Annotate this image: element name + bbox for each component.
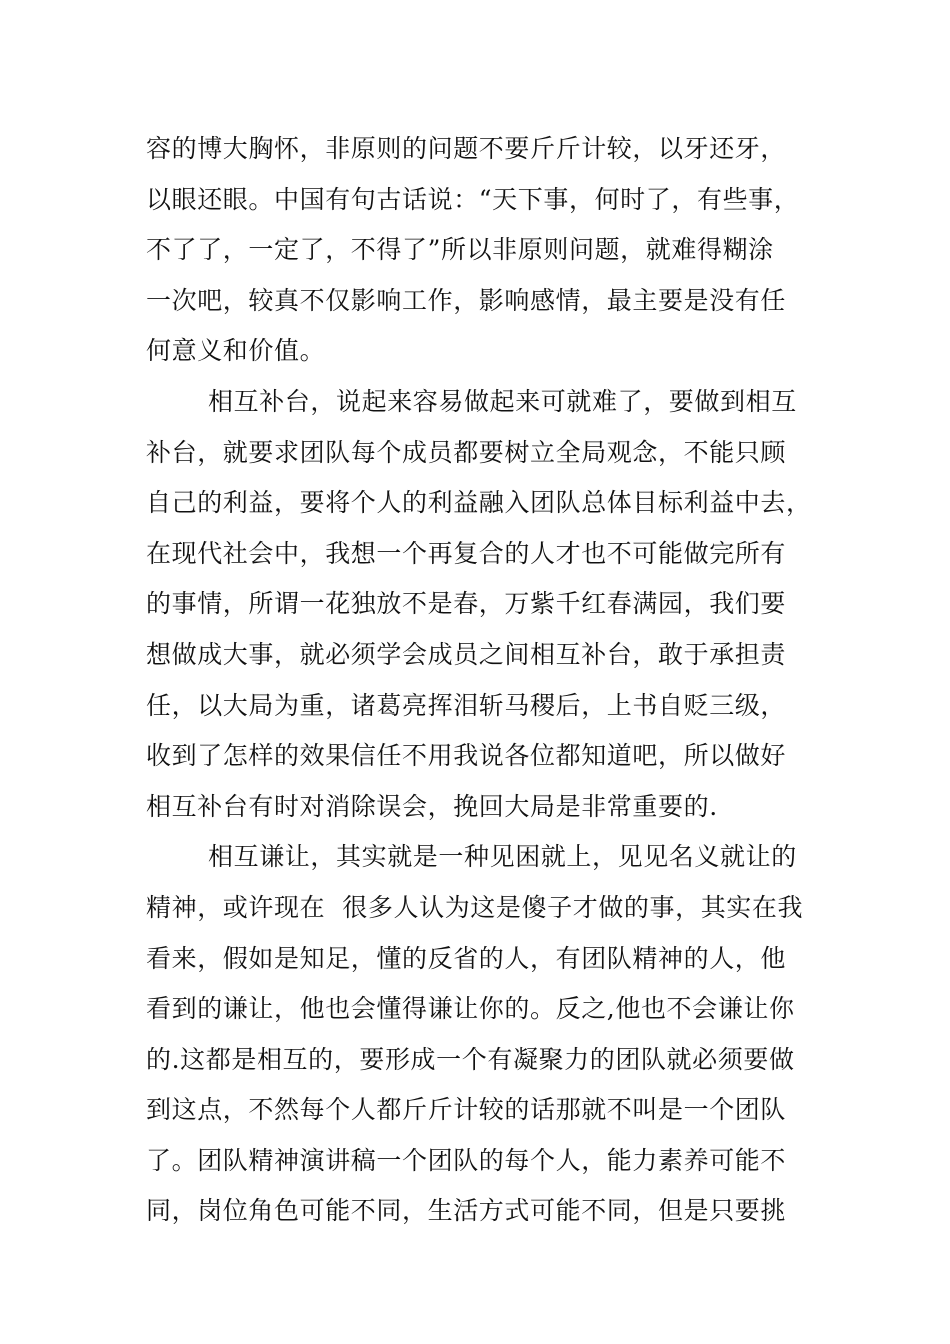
text-line: 补台，就要求团队每个成员都要树立全局观念，不能只顾 — [146, 437, 787, 467]
text-line: 到这点，不然每个人都斤斤计较的话那就不叫是一个团队 — [146, 1095, 787, 1125]
text-line: 的事情，所谓一花独放不是春，万紫千红春满园，我们要 — [146, 589, 787, 619]
text-line: 一次吧，较真不仅影响工作，影响感情，最主要是没有任 — [146, 285, 787, 315]
text-line: 收到了怎样的效果信任不用我说各位都知道吧，所以做好 — [146, 741, 787, 771]
text-line: 以眼还眼。中国有句古话说：“天下事，何时了，有些事， — [146, 184, 800, 214]
text-line: 看来，假如是知足，懂的反省的人，有团队精神的人，他 — [146, 943, 787, 973]
text-line: 的.这都是相互的，要形成一个有凝聚力的团队就必须要做 — [146, 1044, 795, 1074]
paragraph-3 — [146, 832, 806, 1237]
text-line: 想做成大事，就必须学会成员之间相互补台，敢于承担责 — [146, 639, 787, 669]
text-line: 相互补台，说起来容易做起来可就难了，要做到相互 — [208, 386, 797, 416]
text-line: 自己的利益，要将个人的利益融入团队总体目标利益中去， — [146, 488, 812, 518]
text-line: 看到的谦让，他也会懂得谦让你的。反之,他也不会谦让你 — [146, 994, 795, 1024]
text-line: 容的博大胸怀，非原则的问题不要斤斤计较，以牙还牙， — [146, 134, 787, 163]
text-line: 不了了，一定了，不得了”所以非原则问题，就难得糊涂 — [146, 235, 774, 265]
text-line: 何意义和价值。 — [146, 336, 326, 366]
text-line: 在现代社会中，我想一个再复合的人才也不可能做完所有 — [146, 538, 787, 568]
text-line: 精神，或许现在 很多人认为这是傻子才做的事，其实在我 — [146, 892, 804, 922]
body-text — [146, 124, 812, 1237]
text-line: 同，岗位角色可能不同，生活方式可能不同，但是只要挑 — [146, 1196, 787, 1226]
paragraph-1 — [146, 124, 806, 377]
paragraph-2 — [146, 377, 812, 832]
text-line: 相互谦让，其实就是一种见困就上，见见名义就让的 — [208, 842, 797, 872]
text-line: 了。团队精神演讲稿一个团队的每个人，能力素养可能不 — [146, 1145, 787, 1175]
text-line: 相互补台有时对消除误会，挽回大局是非常重要的. — [146, 791, 718, 821]
text-line: 任，以大局为重，诸葛亮挥泪斩马稷后，上书自贬三级， — [146, 690, 787, 720]
